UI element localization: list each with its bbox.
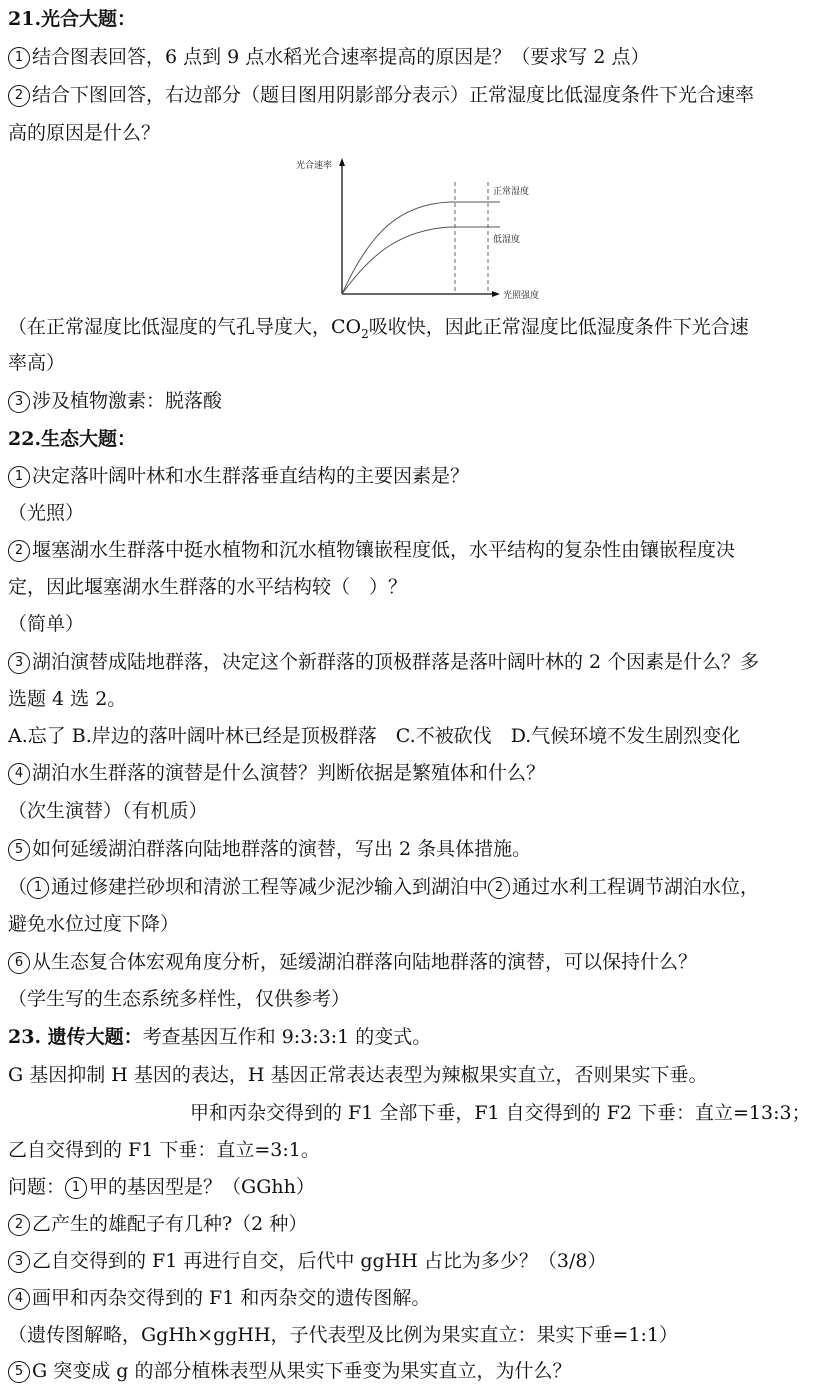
y-axis-label: 光合速率	[296, 161, 333, 171]
q23-title: 23. 遗传大题：	[8, 1026, 143, 1048]
marker-4: 4	[8, 1288, 30, 1310]
q21-ans2-line1	[8, 314, 749, 347]
marker-2: 2	[488, 877, 510, 899]
q22-s4-text: 湖泊水生群落的演替是什么演替？判断依据是繁殖体和什么？	[32, 762, 546, 784]
q23-para3: 乙自交得到的 F1 下垂：直立=3:1。	[8, 1139, 320, 1161]
q23-q2	[8, 1211, 307, 1237]
marker-3: 3	[8, 652, 30, 674]
q22-s2a-text: 堰塞湖水生群落中挺水植物和沉水植物镶嵌程度低，水平结构的复杂性由镶嵌程度决	[32, 539, 736, 561]
q23-q4-text: 画甲和丙杂交得到的 F1 和丙杂交的遗传图解。	[32, 1287, 431, 1309]
series-label-low: 低湿度	[493, 235, 521, 245]
q22-options: A.忘了 B.岸边的落叶阔叶林已经是顶极群落 C.不被砍伐 D.气候环境不发生剧烈变化	[8, 725, 741, 747]
q23-para1: G 基因抑制 H 基因的表达，H 基因正常表达表型为辣椒果实直立，否则果实下垂。	[8, 1064, 708, 1086]
q22-sub5	[8, 836, 531, 862]
q21-ans2-line2: 率高）	[8, 352, 66, 374]
q21-ans-sub: 2	[361, 326, 369, 341]
q21-sub1	[8, 44, 649, 70]
q21-ans-pre: （在正常湿度比低湿度的气孔导度大，CO	[8, 316, 362, 338]
q21-ans-post: 吸收快，因此正常湿度比低湿度条件下光合速	[368, 316, 749, 338]
marker-1: 1	[27, 877, 49, 899]
q23-q4	[8, 1285, 430, 1311]
q21-sub3	[8, 388, 222, 414]
q23-q3	[8, 1248, 606, 1274]
q21-s3-text: 涉及植物激素：脱落酸	[32, 390, 223, 412]
q22-sub1	[8, 463, 469, 489]
marker-3: 3	[8, 391, 30, 413]
q23-q2-text: 乙产生的雄配子有几种?（2 种）	[32, 1213, 308, 1235]
x-axis-label: 光照强度	[503, 291, 540, 301]
marker-5: 5	[8, 1361, 30, 1383]
q22-s1-text: 决定落叶阔叶林和水生群落垂直结构的主要因素是？	[32, 465, 470, 487]
q23-q3-text: 乙自交得到的 F1 再进行自交，后代中 ggHH 占比为多少？（3/8）	[32, 1250, 607, 1272]
series-label-normal: 正常湿度	[493, 187, 530, 197]
q22-sub4	[8, 760, 545, 786]
series-normal-humidity	[342, 202, 500, 294]
q21-sub2-line2: 高的原因是什么？	[8, 122, 161, 144]
q22-a5-mid: 通过修建拦砂坝和清淤工程等减少泥沙输入到湖泊中	[51, 876, 489, 898]
marker-4: 4	[8, 763, 30, 785]
q23-question-label: 问题：	[8, 1176, 66, 1198]
photosynthesis-chart	[290, 152, 560, 302]
q22-ans5-line1	[8, 874, 759, 900]
q23-q5-text: G 突变成 g 的部分植株表型从果实下垂变为果实直立，为什么？	[32, 1360, 572, 1382]
y-axis-arrow	[339, 158, 345, 166]
q23-title-rest: 考查基因互作和 9:3:3:1 的变式。	[142, 1026, 432, 1048]
q22-s3a-text: 湖泊演替成陆地群落，决定这个新群落的顶极群落是落叶阔叶林的 2 个因素是什么？多	[32, 651, 760, 673]
marker-2: 2	[8, 1214, 30, 1236]
q22-title: 22.生态大题：	[8, 428, 137, 450]
marker-2: 2	[8, 85, 30, 107]
marker-6: 6	[8, 952, 30, 974]
marker-1: 1	[8, 466, 30, 488]
q22-sub2-line1	[8, 537, 735, 563]
q21-s2a-text: 结合下图回答，右边部分（题目图用阴影部分表示）正常湿度比低湿度条件下光合速率	[32, 84, 755, 106]
q22-a5-pre: （	[8, 876, 28, 898]
marker-1: 1	[65, 1177, 87, 1199]
marker-3: 3	[8, 1251, 30, 1273]
q22-ans5-line2: 避免水位过度下降）	[8, 913, 180, 935]
q23-q1	[8, 1174, 315, 1200]
q22-ans2: （简单）	[8, 613, 85, 635]
q22-a5-post: 通过水利工程调节湖泊水位，	[512, 876, 760, 898]
q22-ans6: （学生写的生态系统多样性，仅供参考）	[8, 988, 351, 1010]
x-axis-arrow	[492, 291, 500, 297]
q22-s5-text: 如何延缓湖泊群落向陆地群落的演替，写出 2 条具体措施。	[32, 838, 532, 860]
q22-sub3-line2: 选题 4 选 2。	[8, 688, 127, 710]
q22-sub3-line1	[8, 649, 759, 675]
q22-s6-text: 从生态复合体宏观角度分析，延缓湖泊群落向陆地群落的演替，可以保持什么？	[32, 951, 698, 973]
q23-heading	[8, 1024, 431, 1050]
q23-para2: 甲和丙杂交得到的 F1 全部下垂，F1 自交得到的 F2 下垂：直立=13:3；	[190, 1102, 811, 1124]
q22-ans1: （光照）	[8, 502, 85, 524]
q23-q5	[8, 1358, 571, 1384]
q22-sub2-line2: 定，因此堰塞湖水生群落的水平结构较（ ）？	[8, 576, 408, 598]
q21-title: 21.光合大题：	[8, 8, 137, 30]
q21-sub2-line1	[8, 82, 754, 108]
marker-2: 2	[8, 540, 30, 562]
q23-a4: （遗传图解略，GgHh×ggHH，子代表型及比例为果实直立：果实下垂=1:1）	[8, 1324, 679, 1346]
marker-5: 5	[8, 839, 30, 861]
q22-ans4: （次生演替）（有机质）	[8, 800, 208, 822]
q22-sub6	[8, 949, 697, 975]
marker-1: 1	[8, 47, 30, 69]
q21-s1-text: 结合图表回答，6 点到 9 点水稻光合速率提高的原因是？（要求写 2 点）	[32, 46, 650, 68]
series-low-humidity	[342, 227, 500, 294]
q23-q1-text: 甲的基因型是？（GGhh）	[89, 1176, 315, 1198]
